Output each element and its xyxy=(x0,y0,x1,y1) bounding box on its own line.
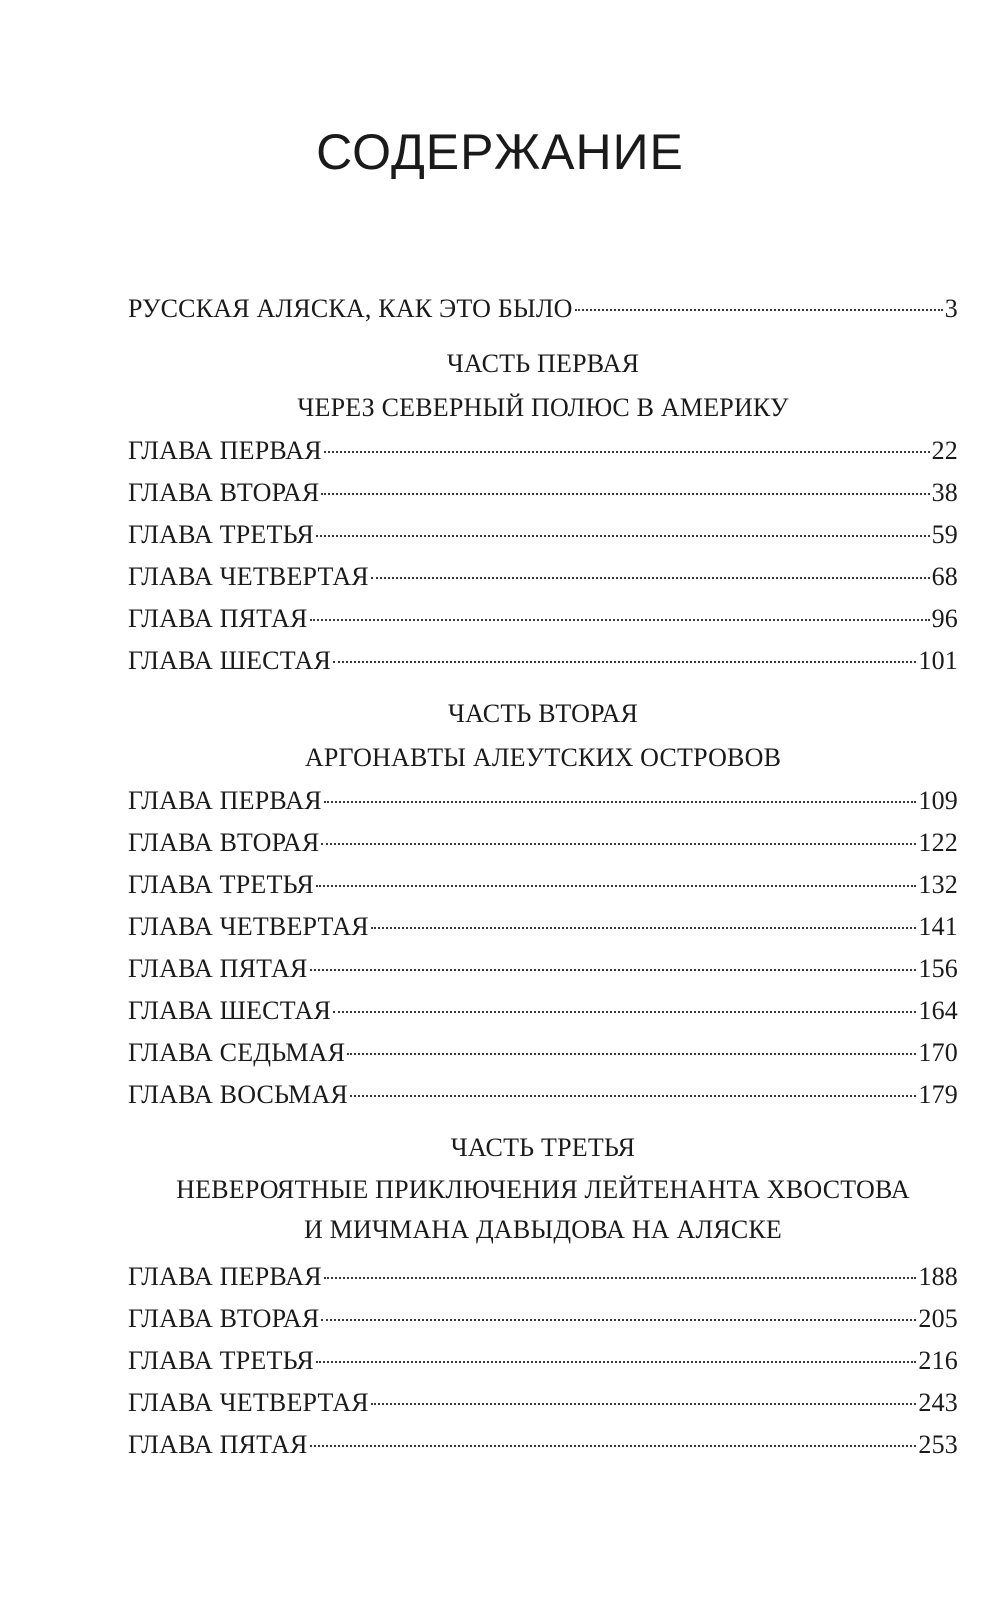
toc-entry-chapter[interactable] xyxy=(128,1032,958,1074)
toc-entry-chapter[interactable] xyxy=(128,990,958,1032)
toc-entry-chapter[interactable] xyxy=(128,1340,958,1382)
dot-leader xyxy=(333,1011,916,1013)
part-title xyxy=(128,1170,958,1256)
toc-entry-chapter[interactable] xyxy=(128,1074,958,1116)
toc-entry-label: ГЛАВА ШЕСТАЯ xyxy=(128,646,332,675)
toc-entry-chapter[interactable] xyxy=(128,822,958,864)
toc-entry-label: ГЛАВА ПЯТАЯ xyxy=(128,1430,308,1459)
toc-entry-label: ГЛАВА ТРЕТЬЯ xyxy=(128,520,314,549)
toc-entry-label: ГЛАВА ПЯТАЯ xyxy=(128,954,308,983)
toc-entry-chapter[interactable] xyxy=(128,780,958,822)
toc-entry-label: ГЛАВА ЧЕТВЕРТАЯ xyxy=(128,912,369,941)
dot-leader xyxy=(371,927,917,929)
toc-entry-label: ГЛАВА ВТОРАЯ xyxy=(128,1304,320,1333)
toc-entry-label: ГЛАВА ШЕСТАЯ xyxy=(128,996,332,1025)
toc-entry-chapter[interactable] xyxy=(128,556,958,598)
toc-entry-chapter[interactable] xyxy=(128,906,958,948)
toc-entry-chapter[interactable] xyxy=(128,1382,958,1424)
part-title xyxy=(128,386,958,430)
page-title: СОДЕРЖАНИЕ xyxy=(316,124,684,180)
part-title xyxy=(128,736,958,780)
part-title-line: АРГОНАВТЫ АЛЕУТСКИХ ОСТРОВОВ xyxy=(304,743,782,772)
part-title-line: НЕВЕРОЯТНЫЕ ПРИКЛЮЧЕНИЯ ЛЕЙТЕНАНТА ХВОСТОВА xyxy=(176,1175,910,1204)
toc-entry-page: 96 xyxy=(931,604,958,633)
parts-list xyxy=(128,342,958,1466)
table-of-contents xyxy=(128,288,958,1466)
part-title-line: ЧЕРЕЗ СЕВЕРНЫЙ ПОЛЮС В АМЕРИКУ xyxy=(297,393,789,422)
toc-entry-page: 205 xyxy=(918,1304,958,1333)
toc-entry-chapter[interactable] xyxy=(128,514,958,556)
toc-entry-page: 109 xyxy=(918,786,958,815)
toc-entry-page: 101 xyxy=(918,646,958,675)
toc-entry-page: 68 xyxy=(931,562,958,591)
toc-entry-page: 253 xyxy=(918,1430,958,1459)
toc-entry-label: ГЛАВА ЧЕТВЕРТАЯ xyxy=(128,1388,369,1417)
toc-entry-label: РУССКАЯ АЛЯСКА, КАК ЭТО БЫЛО xyxy=(128,294,573,323)
dot-leader xyxy=(310,1445,917,1447)
dot-leader xyxy=(371,1403,917,1405)
toc-entry-page: 22 xyxy=(931,436,958,465)
toc-entry-chapter[interactable] xyxy=(128,864,958,906)
dot-leader xyxy=(347,1053,916,1055)
toc-entry-page: 243 xyxy=(918,1388,958,1417)
toc-entry-page: 170 xyxy=(918,1038,958,1067)
toc-entry-chapter[interactable] xyxy=(128,948,958,990)
toc-entry-label: ГЛАВА СЕДЬМАЯ xyxy=(128,1038,346,1067)
dot-leader xyxy=(350,1095,916,1097)
toc-entry-page: 59 xyxy=(931,520,958,549)
dot-leader xyxy=(575,309,943,311)
toc-entry-page: 141 xyxy=(918,912,958,941)
toc-entry-label: ГЛАВА ЧЕТВЕРТАЯ xyxy=(128,562,369,591)
toc-entry-intro[interactable] xyxy=(128,288,958,330)
dot-leader xyxy=(324,451,930,453)
toc-entry-page: 179 xyxy=(918,1080,958,1109)
toc-entry-page: 188 xyxy=(918,1262,958,1291)
dot-leader xyxy=(321,1319,916,1321)
toc-entry-chapter[interactable] xyxy=(128,472,958,514)
toc-entry-label: ГЛАВА ПЯТАЯ xyxy=(128,604,308,633)
toc-entry-label: ГЛАВА ВОСЬМАЯ xyxy=(128,1080,348,1109)
dot-leader xyxy=(316,885,917,887)
toc-entry-chapter[interactable] xyxy=(128,430,958,472)
dot-leader xyxy=(310,969,917,971)
toc-entry-label: ГЛАВА ТРЕТЬЯ xyxy=(128,1346,314,1375)
toc-entry-chapter[interactable] xyxy=(128,598,958,640)
part-title-line: И МИЧМАНА ДАВЫДОВА НА АЛЯСКЕ xyxy=(303,1215,782,1244)
dot-leader xyxy=(310,619,930,621)
toc-entry-page: 164 xyxy=(918,996,958,1025)
toc-entry-page: 38 xyxy=(931,478,958,507)
toc-entry-label: ГЛАВА ВТОРАЯ xyxy=(128,828,320,857)
toc-entry-label: ГЛАВА ТРЕТЬЯ xyxy=(128,870,314,899)
toc-entry-label: ГЛАВА ПЕРВАЯ xyxy=(128,786,322,815)
toc-entry-page: 216 xyxy=(918,1346,958,1375)
part-heading: ЧАСТЬ ПЕРВАЯ xyxy=(446,349,640,378)
toc-entry-label: ГЛАВА ПЕРВАЯ xyxy=(128,436,322,465)
dot-leader xyxy=(324,1277,917,1279)
part-heading: ЧАСТЬ ТРЕТЬЯ xyxy=(450,1133,636,1162)
toc-entry-label: ГЛАВА ПЕРВАЯ xyxy=(128,1262,322,1291)
toc-entry-page: 3 xyxy=(944,294,958,323)
dot-leader xyxy=(321,493,929,495)
dot-leader xyxy=(316,1361,917,1363)
toc-entry-chapter[interactable] xyxy=(128,1256,958,1298)
toc-entry-page: 132 xyxy=(918,870,958,899)
toc-entry-label: ГЛАВА ВТОРАЯ xyxy=(128,478,320,507)
dot-leader xyxy=(371,577,930,579)
part-heading: ЧАСТЬ ВТОРАЯ xyxy=(448,699,638,728)
toc-entry-chapter[interactable] xyxy=(128,1298,958,1340)
toc-entry-page: 122 xyxy=(918,828,958,857)
dot-leader xyxy=(316,535,930,537)
dot-leader xyxy=(333,661,916,663)
dot-leader xyxy=(324,801,917,803)
toc-entry-page: 156 xyxy=(918,954,958,983)
toc-entry-chapter[interactable] xyxy=(128,1424,958,1466)
dot-leader xyxy=(321,843,916,845)
toc-entry-chapter[interactable] xyxy=(128,640,958,682)
